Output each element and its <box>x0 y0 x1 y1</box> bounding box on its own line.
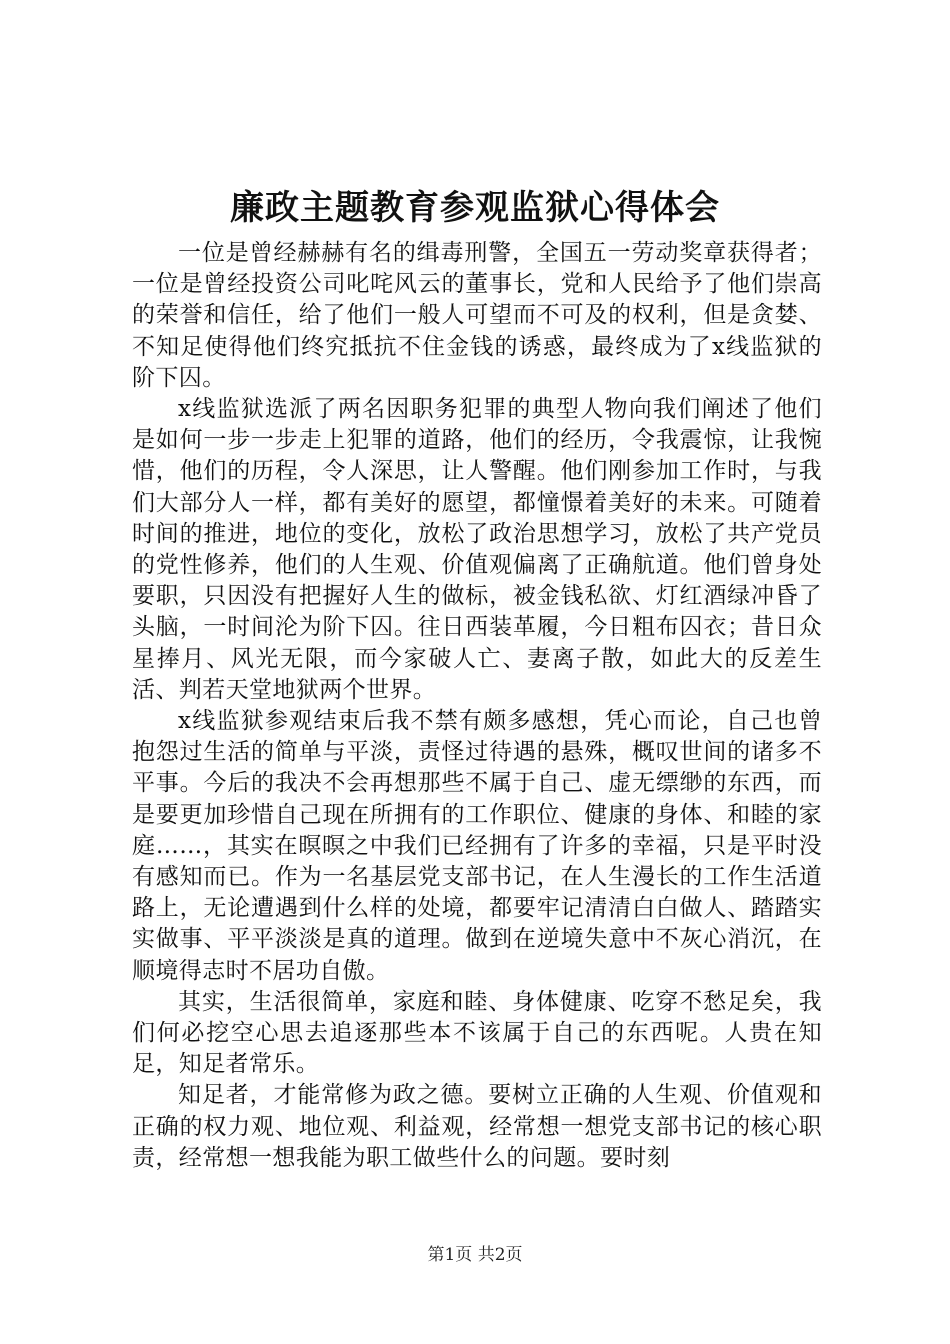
document-title: 廉政主题教育参观监狱心得体会 <box>230 188 720 228</box>
paragraph-5: 知足者，才能常修为政之德。要树立正确的人生观、价值观和正确的权力观、地位观、利益观，经常想一想党支部书记的核心职责，经常想一想我能为职工做些什么的问题。要时刻 <box>132 1082 822 1171</box>
paragraph-1: 一位是曾经赫赫有名的缉毒刑警，全国五一劳动奖章获得者；一位是曾经投资公司叱咤风云的董事长，党和人民给予了他们崇高的荣誉和信任，给了他们一般人可望而不可及的权利，但是贪婪、不知足使得他们终究抵抗不住金钱的诱惑，最终成为了x线监狱的阶下囚。 <box>132 240 822 391</box>
page-footer: 第1页 共2页 <box>427 1245 523 1265</box>
document-body <box>132 238 822 1174</box>
paragraph-4: 其实，生活很简单，家庭和睦、身体健康、吃穿不愁足矣，我们何必挖空心思去追逐那些本不该属于自己的东西呢。人贵在知足，知足者常乐。 <box>132 988 822 1078</box>
paragraph-2: x线监狱选派了两名因职务犯罪的典型人物向我们阐述了他们是如何一步一步走上犯罪的道路，他们的经历，令我震惊，让我惋惜，他们的历程，令人深思，让人警醒。他们刚参加工作时，与我们大部分人一样，都有美好的愿望，都憧憬着美好的未来。可随着时间的推进，地位的变化，放松了政治思想学习，放松了共产党员的党性修养，他们的人生观、价值观偏离了正确航道。他们曾身处要职，只因没有把握好人生的做标，被金钱私欲、灯红酒绿冲昏了头脑，一时间沦为阶下囚。往日西装革履，今日粗布囚衣；昔日众星捧月、风光无限，而今家破人亡、妻离子散，如此大的反差生活、判若天堂地狱两个世界。 <box>132 396 822 703</box>
paragraph-3: x线监狱参观结束后我不禁有颇多感想，凭心而论，自己也曾抱怨过生活的简单与平淡，责怪过待遇的悬殊，概叹世间的诸多不平事。今后的我决不会再想那些不属于自己、虚无缥缈的东西，而是要更加珍惜自己现在所拥有的工作职位、健康的身体、和睦的家庭……，其实在暝暝之中我们已经拥有了许多的幸福，只是平时没有感知而已。作为一名基层党支部书记，在人生漫长的工作生活道路上，无论遭遇到什么样的处境，都要牢记清清白白做人、踏踏实实做事、平平淡淡是真的道理。做到在逆境失意中不灰心消沉，在顺境得志时不居功自傲。 <box>132 708 822 984</box>
